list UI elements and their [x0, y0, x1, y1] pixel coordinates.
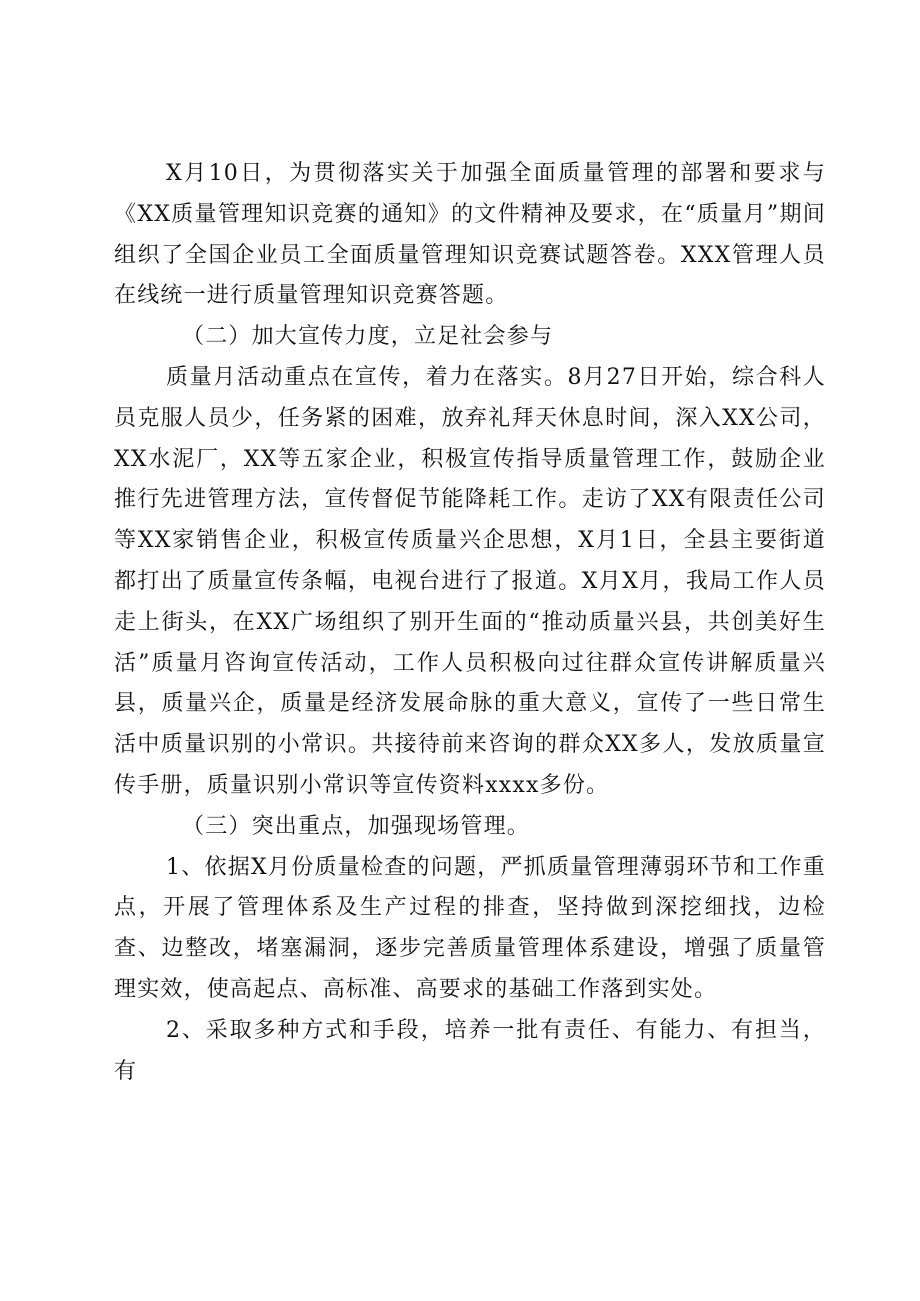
section-heading-2: （二）加大宣传力度，立足社会参与: [182, 324, 554, 350]
document-body: [114, 154, 826, 1092]
paragraph-item-1: 1、依据X月份质量检查的问题，严抓质量管理薄弱环节和工作重点，开展了管理体系及生产过程的排查，坚持做到深挖细找，边检查、边整改，堵塞漏洞，逐步完善质量管理体系建设，增强了质量管理实效，使高起点、高标准、高要求的基础工作落到实处。: [114, 854, 826, 1002]
paragraph-quality-contest: X月10日，为贯彻落实关于加强全面质量管理的部署和要求与《XX质量管理知识竞赛的通知》的文件精神及要求，在“质量月”期间组织了全国企业员工全面质量管理知识竞赛试题答卷。XXX管理人员在线统一进行质量管理知识竞赛答题。: [114, 161, 826, 309]
section-heading-3: （三）突出重点，加强现场管理。: [182, 813, 531, 839]
paragraph-item-2: 2、采取多种方式和手段，培养一批有责任、有能力、有担当，有: [114, 1017, 826, 1084]
paragraph-publicity: 质量月活动重点在宣传，着力在落实。8月27日开始，综合科人员克服人员少，任务紧的困难，放弃礼拜天休息时间，深入XX公司，XX水泥厂，XX等五家企业，积极宣传指导质量管理工作，鼓励企业推行先进管理方法，宣传督促节能降耗工作。走访了XX有限责任公司等XX家销售企业，积极宣传质量兴企思想，X月1日，全县主要街道都打出了质量宣传条幅，电视台进行了报道。X月X月，我局工作人员走上街头，在XX广场组织了别开生面的“推动质量兴县，共创美好生活”质量月咨询宣传活动，工作人员积极向过往群众宣传讲解质量兴县，质量兴企，质量是经济发展命脉的重大意义，宣传了一些日常生活中质量识别的小常识。共接待前来咨询的群众XX多人，发放质量宣传手册，质量识别小常识等宣传资料xxxx多份。: [114, 364, 826, 798]
